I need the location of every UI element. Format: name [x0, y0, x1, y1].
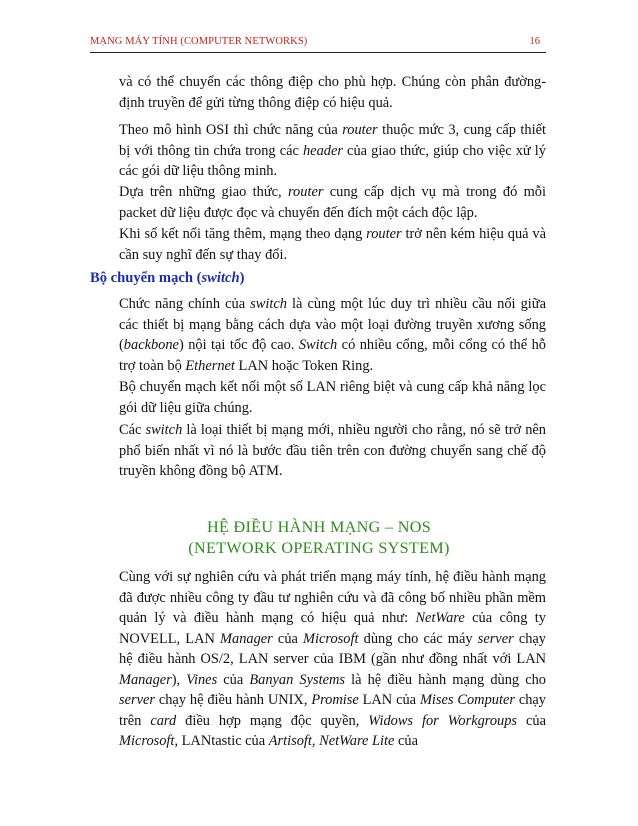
switch-paragraph-2: Bộ chuyển mạch kết nối một số LAN riêng biệt và cung cấp khả năng lọc gói dữ liệu giữa chúng.: [119, 379, 546, 416]
nos-title-line-2: (NETWORK OPERATING SYSTEM): [188, 539, 450, 557]
switch-paragraph-1: Chức năng chính của switch là cùng một lúc duy trì nhiều cầu nối giữa các thiết bị mạng bằng cách dựa vào một loại đường truyền xương sống (backbone) nội tại tốc độ cao. Switch có nhiều cổng, mỗi cổng có thể hỗ trợ toàn bộ Ethernet LAN hoặc Token Ring.: [119, 296, 546, 374]
router-paragraph-1: và có thể chuyển các thông điệp cho phù hợp. Chúng còn phân đường-định truyền để gửi từng thông điệp có hiệu quả.: [119, 74, 546, 111]
header-title: MẠNG MÁY TÍNH (COMPUTER NETWORKS): [90, 36, 308, 47]
router-paragraph-2: Theo mô hình OSI thì chức năng của router thuộc mức 3, cung cấp thiết bị với thông tin chứa trong các header của giao thức, giúp cho việc xử lý các gói dữ liệu thông minh.: [119, 122, 546, 179]
router-paragraph-4: Khi số kết nối tăng thêm, mạng theo dạng router trở nên kém hiệu quả và cần suy nghĩ đến sự thay đổi.: [119, 226, 546, 263]
nos-paragraph-1: Cùng với sự nghiên cứu và phát triển mạng máy tính, hệ điều hành mạng đã được nhiều công ty đầu tư nghiên cứu và đã công bố nhiều phần mềm quản lý và điều hành mạng có hiệu quả như: NetWare của công ty NOVELL, LAN Manager của Microsoft dùng cho các máy server chạy hệ điều hành OS/2, LAN server của IBM (gần như đồng nhất với LAN Manager), Vines của Banyan Systems là hệ điều hành mạng dùng cho server chạy hệ điều hành UNIX, Promise LAN của Mises Computer chạy trên card điều hợp mạng độc quyền, Widows for Workgroups của Microsoft, LANtastic của Artisoft, NetWare Lite của: [119, 569, 546, 749]
switch-section-heading: Bộ chuyển mạch (switch): [90, 270, 245, 286]
switch-paragraph-3: Các switch là loại thiết bị mạng mới, nhiều người cho rằng, nó sẽ trở nên phổ biến nhất vì nó là bước đầu tiên trên con đường chuyển sang chế độ truyền không đồng bộ ATM.: [119, 422, 546, 479]
page-number: 16: [529, 36, 540, 47]
router-paragraph-3: Dựa trên những giao thức, router cung cấp dịch vụ mà trong đó mỗi packet dữ liệu được đọc và chuyển đến đích một cách độc lập.: [119, 184, 546, 221]
nos-title-line-1: HỆ ĐIỀU HÀNH MẠNG – NOS: [206, 518, 432, 536]
page-header: [90, 36, 546, 53]
